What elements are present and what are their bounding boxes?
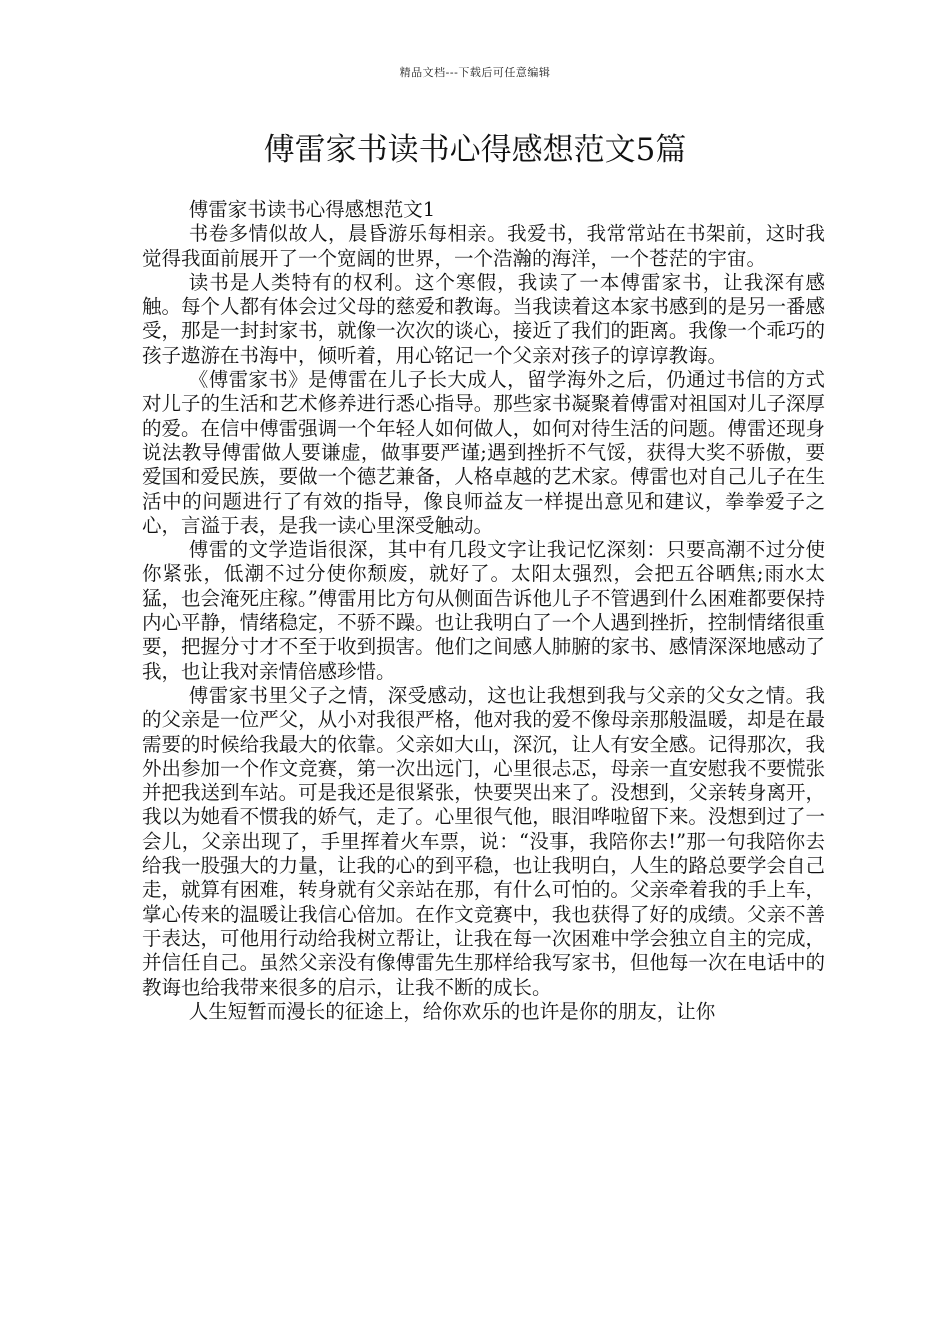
- paragraph: 傅雷家书里父子之情，深受感动，这也让我想到我与父亲的父女之情。我的父亲是一位严父，从小对我很严格，他对我的爱不像母亲那般温暖，却是在最需要的时候给我最大的依靠。父亲如大山，深沉，让人有安全感。记得那次，我外出参加一个作文竞赛，第一次出远门，心里很忐忑，母亲一直安慰我不要慌张并把我送到车站。可是我还是很紧张，快要哭出来了。没想到，父亲转身离开，我以为她看不惯我的娇气，走了。心里很气他，眼泪哗啦留下来。没想到过了一会儿，父亲出现了，手里挥着火车票，说：“没事，我陪你去!”那一句我陪你去给我一股强大的力量，让我的心的到平稳，也让我明白，人生的路总要学会自己走，就算有困难，转身就有父亲站在那，有什么可怕的。父亲牵着我的手上车，掌心传来的温暖让我信心倍加。在作文竞赛中，我也获得了好的成绩。父亲不善于表达，可他用行动给我树立帮让，让我在每一次困难中学会独立自主的完成，并信任自己。虽然父亲没有像傅雷先生那样给我写家书，但他每一次在电话中的教诲也给我带来很多的启示，让我不断的成长。: [142, 683, 825, 999]
- page-header-watermark: 精品文档---下载后可任意编辑: [399, 66, 551, 79]
- paragraph: 傅雷的文学造诣很深，其中有几段文字让我记忆深刻：只要高潮不过分使你紧张，低潮不过分使你颓废，就好了。太阳太强烈，会把五谷晒焦;雨水太猛，也会淹死庄稼。”傅雷用比方句从侧面告诉他儿子不管遇到什么困难都要保持内心平静，情绪稳定，不骄不躁。也让我明白了一个人遇到挫折，控制情绪很重要，把握分寸才不至于收到损害。他们之间感人肺腑的家书、感情深深地感动了我，也让我对亲情倍感珍惜。: [142, 538, 825, 683]
- document-body: [142, 198, 825, 1024]
- document-title: 傅雷家书读书心得感想范文5篇: [263, 132, 687, 168]
- paragraph: 读书是人类特有的权利。这个寒假，我读了一本傅雷家书，让我深有感触。每个人都有体会过父母的慈爱和教诲。当我读着这本家书感到的是另一番感受，那是一封封家书，就像一次次的谈心，接近了我们的距离。我像一个乖巧的孩子遨游在书海中，倾听着，用心铭记一个父亲对孩子的谆谆教诲。: [142, 270, 825, 367]
- paragraph: 《傅雷家书》是傅雷在儿子长大成人，留学海外之后，仍通过书信的方式对儿子的生活和艺术修养进行悉心指导。那些家书凝聚着傅雷对祖国对儿子深厚的爱。在信中傅雷强调一个年轻人如何做人，如何对待生活的问题。傅雷还现身说法教导傅雷做人要谦虚，做事要严谨;遇到挫折不气馁，获得大奖不骄傲，要爱国和爱民族，要做一个德艺兼备，人格卓越的艺术家。傅雷也对自己儿子在生活中的问题进行了有效的指导，像良师益友一样提出意见和建议，拳拳爱子之心，言溢于表，是我一读心里深受触动。: [142, 368, 825, 537]
- paragraph: 书卷多情似故人，晨昏游乐每相亲。我爱书，我常常站在书架前，这时我觉得我面前展开了一个宽阔的世界，一个浩瀚的海洋，一个苍茫的宇宙。: [142, 222, 825, 270]
- section-subtitle: 傅雷家书读书心得感想范文1: [188, 198, 436, 221]
- paragraph: 人生短暂而漫长的征途上，给你欢乐的也许是你的朋友，让你: [188, 999, 716, 1023]
